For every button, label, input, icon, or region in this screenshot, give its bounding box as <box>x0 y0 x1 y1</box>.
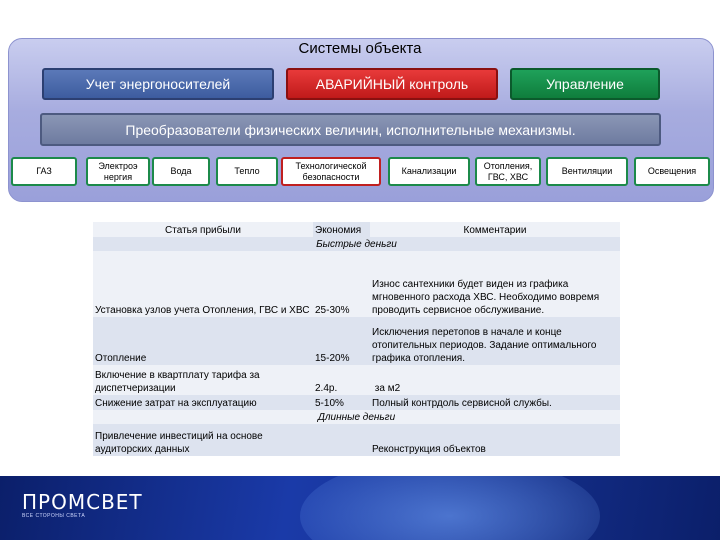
table-row-item: Включение в квартплату тарифа за диспетчеризации <box>93 365 313 395</box>
header-item: Статья прибыли <box>93 222 313 237</box>
company-logo <box>22 490 143 519</box>
system-heating-hot-cold-water[interactable]: Отопления, ГВС, ХВС <box>475 157 541 186</box>
profit-table <box>93 222 620 456</box>
table-row-saving: 2.4р. <box>313 365 370 395</box>
system-ventilation[interactable]: Вентиляции <box>546 157 628 186</box>
system-lighting[interactable]: Освещения <box>634 157 710 186</box>
section-long-money: Длинные деньги <box>317 412 396 423</box>
table-row-saving: 25-30% <box>313 251 370 317</box>
table-row-comment: за м2 <box>370 365 620 395</box>
footer-glow <box>300 476 600 540</box>
table-row-comment: Износ сантехники будет виден из графика мгновенного расхода ХВС. Необходимо вовремя проводить сервисное обслуживание. <box>370 251 620 317</box>
page-title: Системы объекта <box>298 40 422 57</box>
header-saving: Экономия <box>313 222 370 237</box>
system-electricity[interactable]: Электроэ нергия <box>86 157 150 186</box>
system-heat[interactable]: Тепло <box>216 157 278 186</box>
table-row-saving: 5-10% <box>313 395 370 410</box>
converters-bar[interactable]: Преобразователи физических величин, исполнительные механизмы. <box>40 113 661 146</box>
logo-text: ПРОМСВЕТ <box>22 490 143 514</box>
table-row-item: Привлечение инвестиций на основе аудиторских данных <box>93 424 313 456</box>
tab-management[interactable]: Управление <box>510 68 660 100</box>
section-fast-money: Быстрые деньги <box>316 239 397 250</box>
table-row-comment: Реконструкция объектов <box>370 424 620 456</box>
logo-tagline: ВСЕ СТОРОНЫ СВЕТА <box>22 513 86 519</box>
table-row-item: Снижение затрат на эксплуатацию <box>93 395 313 410</box>
system-tech-safety[interactable]: Технологической безопасности <box>281 157 381 186</box>
table-row-item: Отопление <box>93 317 313 365</box>
table-row-item: Установка узлов учета Отопления, ГВС и ХВС <box>93 251 313 317</box>
tab-emergency-control[interactable]: АВАРИЙНЫЙ контроль <box>286 68 498 100</box>
table-row-comment: Полный контрдоль сервисной службы. <box>370 395 620 410</box>
tab-energy-accounting[interactable]: Учет энергоносителей <box>42 68 274 100</box>
table-row-saving <box>313 424 370 456</box>
table-row-comment: Исключения перетопов в начале и конце отопительных периодов. Задание оптимального графика отопления. <box>370 317 620 365</box>
system-water[interactable]: Вода <box>152 157 210 186</box>
system-sewerage[interactable]: Канализации <box>388 157 470 186</box>
header-comment: Комментарии <box>370 222 620 237</box>
table-row-saving: 15-20% <box>313 317 370 365</box>
system-gas[interactable]: ГАЗ <box>11 157 77 186</box>
